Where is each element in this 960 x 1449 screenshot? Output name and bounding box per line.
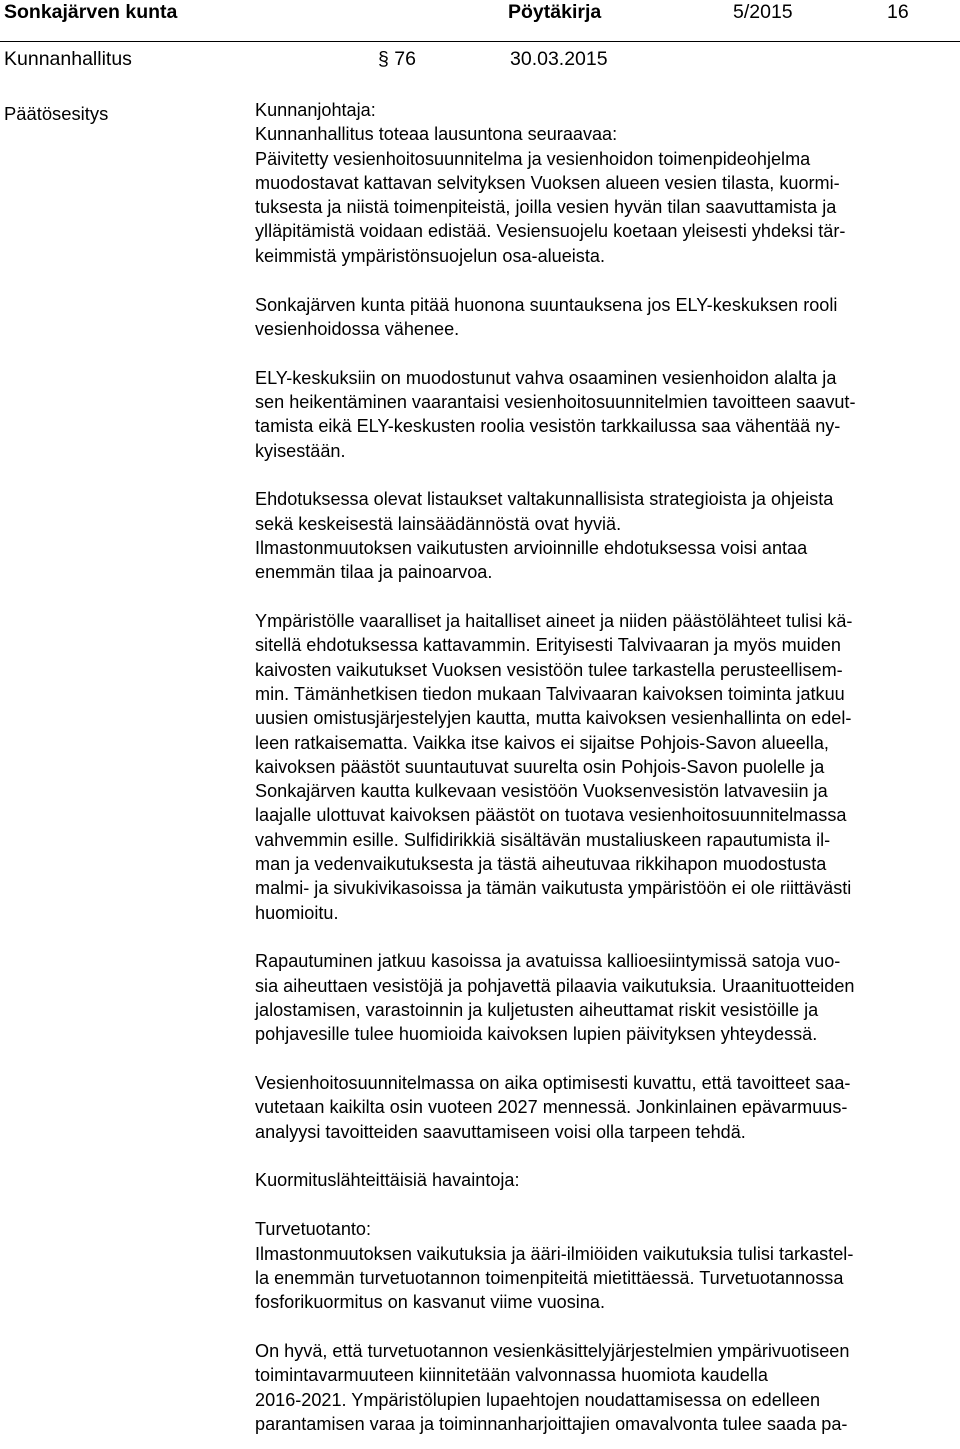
paragraph — [255, 1071, 955, 1144]
paragraph-spacer — [255, 463, 955, 488]
text-line: Sonkajärven kunta pitää huonona suuntauksena jos ELY-keskuksen rooli — [255, 294, 838, 315]
meeting-number: 5/2015 — [733, 1, 793, 23]
text-line: Rapautuminen jatkuu kasoissa ja avatuissa kallioesiintymissä satoja vuo- — [255, 951, 841, 972]
text-line: min. Tämänhetkisen tiedon mukaan Talvivaaran kaivoksen toiminta jatkuu — [255, 683, 845, 704]
text-line: huomioitu. — [255, 902, 339, 923]
text-line: kyisestään. — [255, 440, 346, 461]
text-line: tuksesta ja niistä toimenpiteistä, joilla vesien hyvän tilan saavuttamista ja — [255, 197, 837, 218]
text-line: Ilmastonmuutoksen vaikutuksia ja ääri-ilmiöiden vaikutuksia tulisi tarkastel- — [255, 1243, 854, 1264]
text-line: man ja vedenvaikutuksesta ja tästä aiheutuvaa rikkihapon muodostusta — [255, 854, 827, 875]
text-line: Ehdotuksessa olevat listaukset valtakunnallisista strategioista ja ohjeista — [255, 489, 834, 510]
text-line: parantamisen varaa ja toiminnanharjoittajien omavalvonta tulee saada pa- — [255, 1413, 848, 1434]
text-line: Vesienhoitosuunnitelmassa on aika optimisesti kuvattu, että tavoitteet saa- — [255, 1073, 851, 1094]
text-line: sen heikentäminen vaarantaisi vesienhoitosuunnitelmien tavoitteen saavut- — [255, 391, 856, 412]
text-line: Päivitetty vesienhoitosuunnitelma ja vesienhoidon toimenpideohjelma — [255, 148, 811, 169]
text-line: keimmistä ympäristönsuojelun osa-alueista. — [255, 245, 605, 266]
text-line: sia aiheuttaen vesistöjä ja pohjavettä pilaavia vaikutuksia. Uraanituotteiden — [255, 975, 855, 996]
text-line: uusien omistusjärjestelyjen kautta, mutta kaivoksen vesienhallinta on edel- — [255, 708, 852, 729]
text-line: toimintavarmuuteen kiinnitetään valvonnassa huomiota kaudella — [255, 1365, 768, 1386]
page-number: 16 — [887, 1, 909, 23]
header-divider — [0, 41, 960, 42]
text-line: Turvetuotanto: — [255, 1219, 372, 1240]
text-line: tamista eikä ELY-keskusten roolia vesistön tarkkailussa saa vähentää ny- — [255, 416, 841, 437]
paragraph-spacer — [255, 268, 955, 293]
page-header — [0, 0, 960, 70]
paragraph — [255, 609, 955, 925]
meeting-date: 30.03.2015 — [510, 48, 608, 70]
paragraph — [255, 949, 955, 1046]
text-line: kaivosten vaikutukset Vuoksen vesistöön tulee tarkastella perusteellisem- — [255, 659, 843, 680]
paragraph-spacer — [255, 1314, 955, 1339]
side-label: Päätösesitys — [4, 103, 109, 124]
paragraph-spacer — [255, 1144, 955, 1169]
text-line: ylläpitämistä voidaan edistää. Vesiensuojelu koetaan yleisesti yhdeksi tär- — [255, 221, 846, 242]
paragraph-spacer — [255, 585, 955, 610]
organization-name: Sonkajärven kunta — [4, 1, 178, 23]
text-line: On hyvä, että turvetuotannon vesienkäsittelyjärjestelmien ympärivuotiseen — [255, 1340, 850, 1361]
text-line: Kunnanhallitus toteaa lausuntona seuraavaa: — [255, 124, 618, 145]
section-number: § 76 — [378, 48, 416, 70]
text-line: muodostavat kattavan selvityksen Vuoksen alueen vesien tilasta, kuormi- — [255, 172, 840, 193]
text-line: vahvemmin esille. Sulfidirikkiä sisältävän mustaliuskeen rapautumista il- — [255, 829, 831, 850]
paragraph — [255, 487, 955, 584]
paragraph — [255, 293, 955, 342]
document-body — [255, 98, 955, 1436]
text-line: ELY-keskuksiin on muodostunut vahva osaaminen vesienhoidon alalta ja — [255, 367, 837, 388]
paragraph-spacer — [255, 925, 955, 950]
text-line: enemmän tilaa ja painoarvoa. — [255, 562, 493, 583]
text-line: pohjavesille tulee huomioida kaivoksen lupien päivityksen yhteydessä. — [255, 1024, 818, 1045]
text-line: Kuormituslähteittäisiä havaintoja: — [255, 1170, 520, 1191]
text-line: kaivoksen päästöt suuntautuvat suurelta osin Pohjois-Savon puolelle ja — [255, 756, 825, 777]
text-line: vesienhoidossa vähenee. — [255, 318, 460, 339]
text-line: Sonkajärven kautta kulkevaan vesistöön Vuoksenvesistön latvavesiin ja — [255, 781, 828, 802]
paragraph — [255, 1217, 955, 1314]
text-line: vutetaan kaikilta osin vuoteen 2027 mennessä. Jonkinlainen epävarmuus- — [255, 1097, 848, 1118]
text-line: Ympäristölle vaaralliset ja haitalliset aineet ja niiden päästölähteet tulisi kä- — [255, 611, 853, 632]
text-line: analyysi tavoitteiden saavuttamiseen voisi olla tarpeen tehdä. — [255, 1121, 746, 1142]
paragraph-spacer — [255, 341, 955, 366]
text-line: laajalle ulottuvat kaivoksen päästöt on tuotava vesienhoitosuunnitelmassa — [255, 805, 847, 826]
text-line: leen ratkaisematta. Vaikka itse kaivos ei sijaitse Pohjois-Savon alueella, — [255, 732, 829, 753]
text-line: Ilmastonmuutoksen vaikutusten arvioinnille ehdotuksessa voisi antaa — [255, 537, 808, 558]
text-line: sekä keskeisestä lainsäädännöstä ovat hyviä. — [255, 513, 622, 534]
text-line: sitellä ehdotuksessa kattavammin. Erityisesti Talvivaaran ja myös muiden — [255, 635, 841, 656]
document-type: Pöytäkirja — [508, 1, 602, 23]
text-line: jalostamisen, varastoinnin ja kuljetusten aiheuttamat riskit vesistöille ja — [255, 1000, 819, 1020]
text-line: Kunnanjohtaja: — [255, 100, 376, 120]
paragraph — [255, 98, 955, 268]
paragraph — [255, 366, 955, 463]
text-line: malmi- ja sivukivikasoissa ja tämän vaikutusta ympäristöön ei ole riittävästi — [255, 878, 852, 899]
paragraph — [255, 1168, 955, 1192]
paragraph-spacer — [255, 1047, 955, 1072]
paragraph-spacer — [255, 1193, 955, 1218]
text-line: 2016-2021. Ympäristölupien lupaehtojen noudattamisessa on edelleen — [255, 1389, 821, 1410]
text-line: fosforikuormitus on kasvanut viime vuosina. — [255, 1292, 605, 1313]
paragraph — [255, 1339, 955, 1436]
governing-body: Kunnanhallitus — [4, 48, 132, 70]
text-line: la enemmän turvetuotannon toimenpiteitä mietittäessä. Turvetuotannossa — [255, 1267, 844, 1288]
